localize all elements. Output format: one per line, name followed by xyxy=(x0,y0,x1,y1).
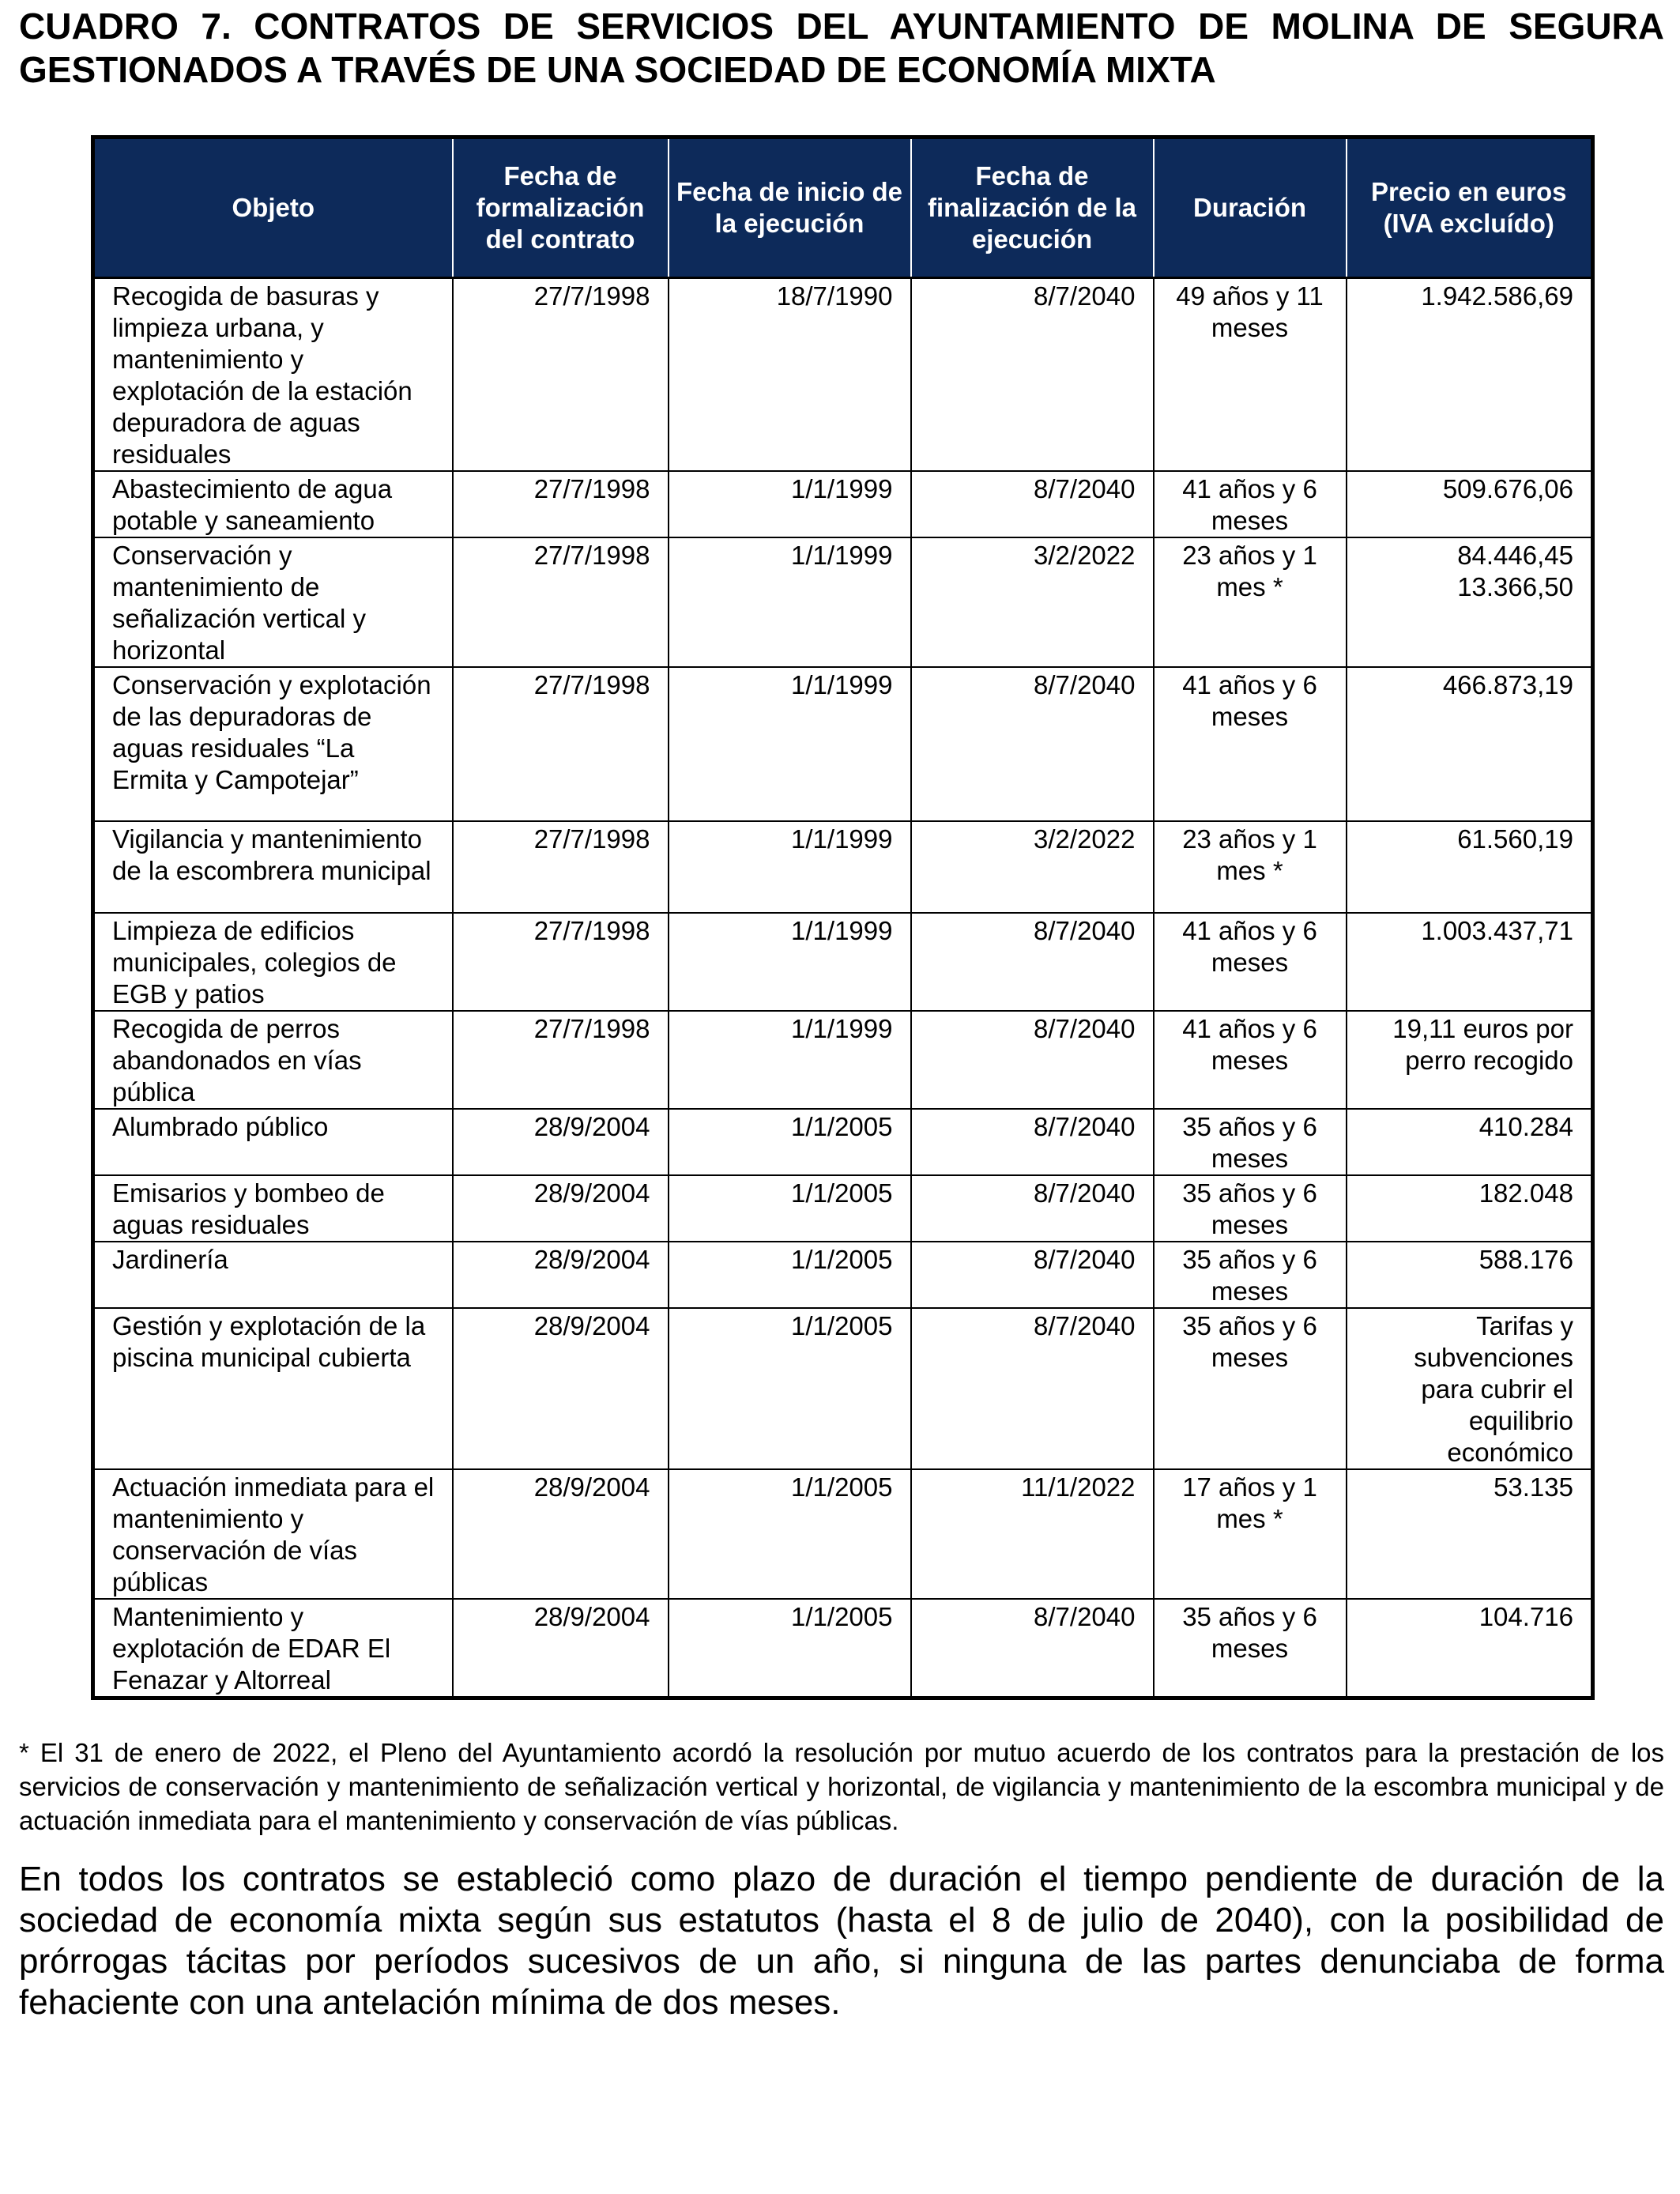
cell-precio xyxy=(1347,913,1593,1011)
cell-objeto: Abastecimiento de agua potable y saneamiento xyxy=(93,471,453,537)
cell-formalizacion: 27/7/1998 xyxy=(453,913,669,1011)
body-paragraph: En todos los contratos se estableció como plazo de duración el tiempo pendiente de duración de la sociedad de economía mixta según sus estatutos (hasta el 8 de julio de 2040), con la posibilidad de prórrogas tácitas por períodos sucesivos de un año, si ninguna de las partes denunciaba de forma fehaciente con una antelación mínima de dos meses. xyxy=(19,1860,1664,2022)
cell-precio xyxy=(1347,1599,1593,1698)
header-formalizacion: Fecha de formalización del contrato xyxy=(453,138,669,278)
cell-duracion: 35 años y 6 meses xyxy=(1154,1109,1347,1175)
table-row xyxy=(93,667,1593,821)
price-value: Tarifas y subvenciones para cubrir el equilibrio económico xyxy=(1414,1311,1573,1467)
header-fin: Fecha de finalización de la ejecución xyxy=(911,138,1154,278)
cell-objeto: Actuación inmediata para el mantenimiento y conservación de vías públicas xyxy=(93,1469,453,1599)
cell-precio xyxy=(1347,667,1593,821)
cell-duracion: 41 años y 6 meses xyxy=(1154,667,1347,821)
cell-duracion: 41 años y 6 meses xyxy=(1154,471,1347,537)
title-line-2: GESTIONADOS A TRAVÉS DE UNA SOCIEDAD DE ECONOMÍA MIXTA xyxy=(19,49,1216,90)
cell-duracion: 17 años y 1 mes * xyxy=(1154,1469,1347,1599)
table-header-row xyxy=(93,138,1593,278)
cell-objeto: Mantenimiento y explotación de EDAR El Fenazar y Altorreal xyxy=(93,1599,453,1698)
cell-duracion: 35 años y 6 meses xyxy=(1154,1242,1347,1308)
header-inicio: Fecha de inicio de la ejecución xyxy=(669,138,911,278)
table-row xyxy=(93,471,1593,537)
cell-fin: 8/7/2040 xyxy=(911,1242,1154,1308)
cell-fin: 8/7/2040 xyxy=(911,1011,1154,1109)
cell-fin: 8/7/2040 xyxy=(911,1175,1154,1242)
cell-duracion: 35 años y 6 meses xyxy=(1154,1599,1347,1698)
price-value: 1.942.586,69 xyxy=(1421,281,1573,311)
cell-fin: 11/1/2022 xyxy=(911,1469,1154,1599)
price-value: 104.716 xyxy=(1478,1602,1573,1631)
cell-precio xyxy=(1347,1175,1593,1242)
page-title xyxy=(19,5,1664,92)
cell-inicio: 1/1/2005 xyxy=(669,1469,911,1599)
cell-formalizacion: 28/9/2004 xyxy=(453,1109,669,1175)
cell-objeto: Recogida de basuras y limpieza urbana, y mantenimiento y explotación de la estación depuradora de aguas residuales xyxy=(93,278,453,472)
price-value-secondary: 13.366,50 xyxy=(1457,572,1573,601)
cell-formalizacion: 28/9/2004 xyxy=(453,1242,669,1308)
cell-inicio: 1/1/2005 xyxy=(669,1308,911,1469)
cell-formalizacion: 27/7/1998 xyxy=(453,821,669,913)
cell-duracion: 35 años y 6 meses xyxy=(1154,1308,1347,1469)
cell-inicio: 1/1/2005 xyxy=(669,1175,911,1242)
cell-precio xyxy=(1347,821,1593,913)
cell-objeto: Vigilancia y mantenimiento de la escombrera municipal xyxy=(93,821,453,913)
cell-inicio: 1/1/1999 xyxy=(669,1011,911,1109)
cell-duracion: 41 años y 6 meses xyxy=(1154,913,1347,1011)
price-value: 509.676,06 xyxy=(1442,474,1573,503)
cell-precio xyxy=(1347,1469,1593,1599)
table-body xyxy=(93,278,1593,1698)
cell-duracion: 23 años y 1 mes * xyxy=(1154,821,1347,913)
price-value: 466.873,19 xyxy=(1442,670,1573,699)
cell-fin: 8/7/2040 xyxy=(911,1109,1154,1175)
cell-fin: 8/7/2040 xyxy=(911,1599,1154,1698)
cell-precio xyxy=(1347,1011,1593,1109)
cell-objeto: Gestión y explotación de la piscina municipal cubierta xyxy=(93,1308,453,1469)
table-row xyxy=(93,913,1593,1011)
table-row xyxy=(93,1175,1593,1242)
cell-fin: 8/7/2040 xyxy=(911,667,1154,821)
cell-inicio: 1/1/2005 xyxy=(669,1599,911,1698)
cell-objeto: Emisarios y bombeo de aguas residuales xyxy=(93,1175,453,1242)
price-value: 410.284 xyxy=(1478,1112,1573,1141)
cell-objeto: Limpieza de edificios municipales, colegios de EGB y patios xyxy=(93,913,453,1011)
table-row xyxy=(93,537,1593,667)
header-objeto: Objeto xyxy=(93,138,453,278)
cell-precio xyxy=(1347,1109,1593,1175)
contracts-table xyxy=(91,135,1595,1700)
cell-formalizacion: 28/9/2004 xyxy=(453,1599,669,1698)
table-row xyxy=(93,1599,1593,1698)
cell-precio xyxy=(1347,1242,1593,1308)
cell-inicio: 1/1/1999 xyxy=(669,537,911,667)
cell-formalizacion: 27/7/1998 xyxy=(453,537,669,667)
cell-fin: 3/2/2022 xyxy=(911,821,1154,913)
cell-formalizacion: 27/7/1998 xyxy=(453,471,669,537)
cell-precio xyxy=(1347,278,1593,472)
cell-inicio: 1/1/1999 xyxy=(669,821,911,913)
cell-inicio: 1/1/1999 xyxy=(669,471,911,537)
price-value: 588.176 xyxy=(1478,1245,1573,1274)
table-row xyxy=(93,1011,1593,1109)
cell-inicio: 1/1/2005 xyxy=(669,1109,911,1175)
cell-fin: 8/7/2040 xyxy=(911,913,1154,1011)
header-duracion: Duración xyxy=(1154,138,1347,278)
table-row xyxy=(93,1109,1593,1175)
price-value: 53.135 xyxy=(1494,1472,1573,1502)
cell-precio xyxy=(1347,1308,1593,1469)
cell-inicio: 1/1/1999 xyxy=(669,667,911,821)
cell-duracion: 35 años y 6 meses xyxy=(1154,1175,1347,1242)
cell-fin: 3/2/2022 xyxy=(911,537,1154,667)
table-row xyxy=(93,1469,1593,1599)
price-value: 19,11 euros por perro recogido xyxy=(1392,1014,1573,1075)
cell-duracion: 23 años y 1 mes * xyxy=(1154,537,1347,667)
cell-precio xyxy=(1347,471,1593,537)
cell-fin: 8/7/2040 xyxy=(911,278,1154,472)
header-precio: Precio en euros (IVA excluído) xyxy=(1347,138,1593,278)
cell-formalizacion: 27/7/1998 xyxy=(453,667,669,821)
price-value: 84.446,45 xyxy=(1457,541,1573,570)
cell-formalizacion: 28/9/2004 xyxy=(453,1175,669,1242)
cell-precio xyxy=(1347,537,1593,667)
cell-objeto: Recogida de perros abandonados en vías pública xyxy=(93,1011,453,1109)
cell-objeto: Alumbrado público xyxy=(93,1109,453,1175)
cell-fin: 8/7/2040 xyxy=(911,1308,1154,1469)
cell-objeto: Jardinería xyxy=(93,1242,453,1308)
cell-inicio: 1/1/2005 xyxy=(669,1242,911,1308)
cell-duracion: 49 años y 11 meses xyxy=(1154,278,1347,472)
cell-objeto: Conservación y mantenimiento de señalización vertical y horizontal xyxy=(93,537,453,667)
table-row xyxy=(93,1242,1593,1308)
cell-fin: 8/7/2040 xyxy=(911,471,1154,537)
cell-duracion: 41 años y 6 meses xyxy=(1154,1011,1347,1109)
table-row xyxy=(93,278,1593,472)
cell-formalizacion: 28/9/2004 xyxy=(453,1308,669,1469)
cell-formalizacion: 27/7/1998 xyxy=(453,1011,669,1109)
cell-formalizacion: 27/7/1998 xyxy=(453,278,669,472)
price-value: 61.560,19 xyxy=(1457,824,1573,854)
title-line-1: CUADRO 7. CONTRATOS DE SERVICIOS DEL AYUNTAMIENTO DE MOLINA DE SEGURA xyxy=(19,6,1664,47)
price-value: 1.003.437,71 xyxy=(1421,916,1573,945)
price-value: 182.048 xyxy=(1478,1178,1573,1208)
cell-inicio: 1/1/1999 xyxy=(669,913,911,1011)
cell-inicio: 18/7/1990 xyxy=(669,278,911,472)
cell-objeto: Conservación y explotación de las depuradoras de aguas residuales “La Ermita y Campotejar” xyxy=(93,667,453,821)
footnote: * El 31 de enero de 2022, el Pleno del Ayuntamiento acordó la resolución por mutuo acuerdo de los contratos para la prestación de los servicios de conservación y mantenimiento de señalización vertical y horizontal, de vigilancia y mantenimiento de la escombra municipal y de actuación inmediata para el mantenimiento y conservación de vías públicas. xyxy=(19,1738,1664,1835)
cell-formalizacion: 28/9/2004 xyxy=(453,1469,669,1599)
table-row xyxy=(93,1308,1593,1469)
table-row xyxy=(93,821,1593,913)
